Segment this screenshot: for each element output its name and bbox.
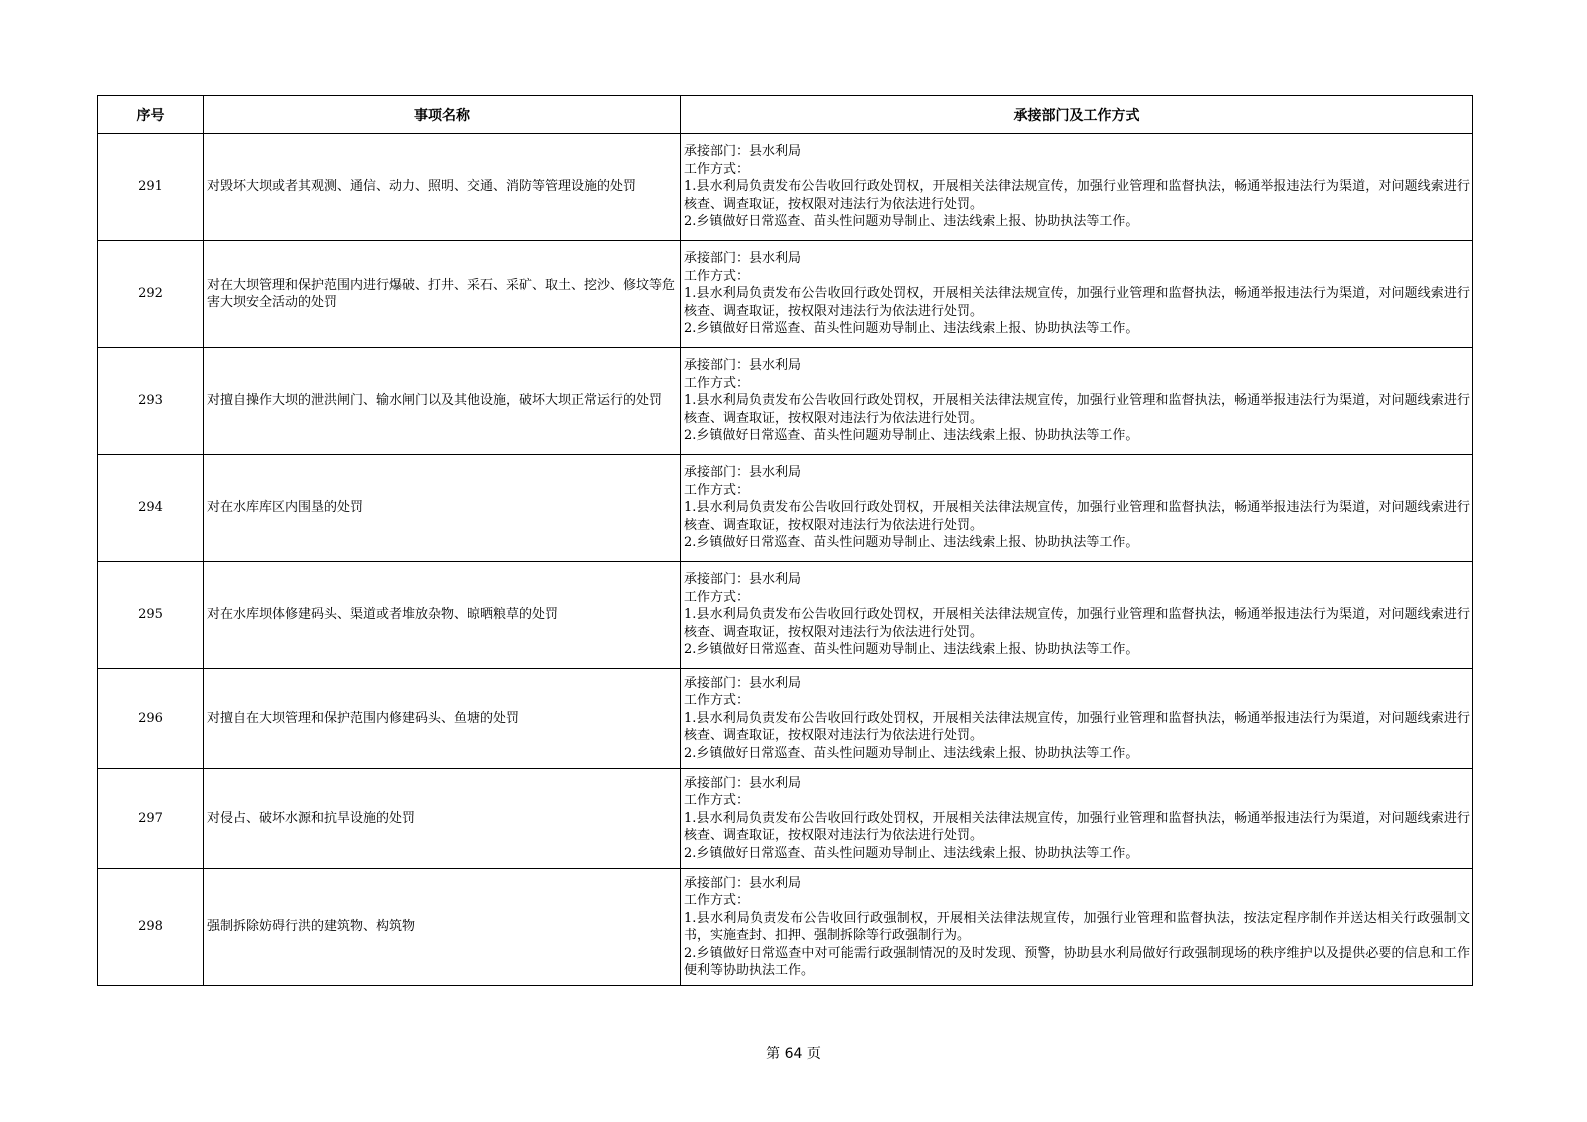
work-method-step-2: 2.乡镇做好日常巡查、苗头性问题劝导制止、违法线索上报、协助执法等工作。 — [684, 321, 1139, 337]
row-serial-number: 291 — [98, 134, 204, 241]
row-matter-name: 对侵占、破坏水源和抗旱设施的处罚 — [204, 769, 681, 869]
table-row — [98, 348, 1473, 455]
table-row — [98, 769, 1473, 869]
row-serial-number: 292 — [98, 241, 204, 348]
table-header-row — [98, 96, 1473, 134]
work-method-step-1: 1.县水利局负责发布公告收回行政强制权，开展相关法律法规宣传，加强行业管理和监督执法，按法定程序制作并送达相关行政强制文书，实施查封、扣押、强制拆除等行政强制行为。 — [684, 910, 1470, 943]
undertaking-department: 承接部门：县水利局 — [684, 875, 802, 891]
row-serial-number: 297 — [98, 769, 204, 869]
undertaking-department: 承接部门：县水利局 — [684, 251, 802, 267]
table-row — [98, 562, 1473, 669]
work-method-step-2: 2.乡镇做好日常巡查、苗头性问题劝导制止、违法线索上报、协助执法等工作。 — [684, 745, 1139, 761]
matters-table — [97, 95, 1473, 986]
undertaking-department: 承接部门：县水利局 — [684, 358, 802, 374]
undertaking-department: 承接部门：县水利局 — [684, 144, 802, 160]
undertaking-department: 承接部门：县水利局 — [684, 465, 802, 481]
work-method-step-1: 1.县水利局负责发布公告收回行政处罚权，开展相关法律法规宣传，加强行业管理和监督执法，畅通举报违法行为渠道，对问题线索进行核查、调查取证，按权限对违法行为依法进行处罚。 — [684, 179, 1470, 212]
work-method-step-2: 2.乡镇做好日常巡查中对可能需行政强制情况的及时发现、预警，协助县水利局做好行政强制现场的秩序维护以及提供必要的信息和工作便利等协助执法工作。 — [684, 945, 1470, 978]
work-method-step-2: 2.乡镇做好日常巡查、苗头性问题劝导制止、违法线索上报、协助执法等工作。 — [684, 535, 1139, 551]
work-method-label: 工作方式： — [684, 793, 750, 809]
work-method-step-2: 2.乡镇做好日常巡查、苗头性问题劝导制止、违法线索上报、协助执法等工作。 — [684, 642, 1139, 658]
table-row — [98, 869, 1473, 986]
table-row — [98, 134, 1473, 241]
row-serial-number: 298 — [98, 869, 204, 986]
row-matter-name: 对毁坏大坝或者其观测、通信、动力、照明、交通、消防等管理设施的处罚 — [204, 134, 681, 241]
row-department-and-method — [681, 241, 1473, 348]
work-method-label: 工作方式： — [684, 375, 750, 391]
header-matter-name: 事项名称 — [204, 96, 681, 134]
work-method-label: 工作方式： — [684, 161, 750, 177]
row-department-and-method — [681, 869, 1473, 986]
work-method-label: 工作方式： — [684, 589, 750, 605]
work-method-label: 工作方式： — [684, 268, 750, 284]
work-method-label: 工作方式： — [684, 482, 750, 498]
row-department-and-method — [681, 769, 1473, 869]
undertaking-department: 承接部门：县水利局 — [684, 675, 802, 691]
row-department-and-method — [681, 562, 1473, 669]
work-method-step-2: 2.乡镇做好日常巡查、苗头性问题劝导制止、违法线索上报、协助执法等工作。 — [684, 428, 1139, 444]
work-method-label: 工作方式： — [684, 693, 750, 709]
table-row — [98, 241, 1473, 348]
row-department-and-method — [681, 134, 1473, 241]
undertaking-department: 承接部门：县水利局 — [684, 775, 802, 791]
work-method-step-2: 2.乡镇做好日常巡查、苗头性问题劝导制止、违法线索上报、协助执法等工作。 — [684, 214, 1139, 230]
table-row — [98, 669, 1473, 769]
row-matter-name: 对在水库库区内围垦的处罚 — [204, 455, 681, 562]
header-department-and-method: 承接部门及工作方式 — [681, 96, 1473, 134]
work-method-step-1: 1.县水利局负责发布公告收回行政处罚权，开展相关法律法规宣传，加强行业管理和监督执法，畅通举报违法行为渠道，对问题线索进行核查、调查取证，按权限对违法行为依法进行处罚。 — [684, 607, 1470, 640]
row-serial-number: 294 — [98, 455, 204, 562]
row-matter-name: 对在水库坝体修建码头、渠道或者堆放杂物、晾晒粮草的处罚 — [204, 562, 681, 669]
page-number: 第 64 页 — [766, 1046, 821, 1062]
row-department-and-method — [681, 348, 1473, 455]
work-method-step-1: 1.县水利局负责发布公告收回行政处罚权，开展相关法律法规宣传，加强行业管理和监督执法，畅通举报违法行为渠道，对问题线索进行核查、调查取证，按权限对违法行为依法进行处罚。 — [684, 710, 1470, 744]
row-matter-name: 对在大坝管理和保护范围内进行爆破、打井、采石、采矿、取土、挖沙、修坟等危害大坝安全活动的处罚 — [204, 241, 681, 348]
row-department-and-method — [681, 455, 1473, 562]
table-row — [98, 455, 1473, 562]
header-serial-number: 序号 — [98, 96, 204, 134]
work-method-step-1: 1.县水利局负责发布公告收回行政处罚权，开展相关法律法规宣传，加强行业管理和监督执法，畅通举报违法行为渠道，对问题线索进行核查、调查取证，按权限对违法行为依法进行处罚。 — [684, 393, 1470, 426]
row-serial-number: 296 — [98, 669, 204, 769]
row-matter-name: 对擅自操作大坝的泄洪闸门、输水闸门以及其他设施，破坏大坝正常运行的处罚 — [204, 348, 681, 455]
row-serial-number: 295 — [98, 562, 204, 669]
undertaking-department: 承接部门：县水利局 — [684, 572, 802, 588]
row-matter-name: 对擅自在大坝管理和保护范围内修建码头、鱼塘的处罚 — [204, 669, 681, 769]
work-method-step-1: 1.县水利局负责发布公告收回行政处罚权，开展相关法律法规宣传，加强行业管理和监督执法，畅通举报违法行为渠道，对问题线索进行核查、调查取证，按权限对违法行为依法进行处罚。 — [684, 810, 1470, 844]
work-method-step-1: 1.县水利局负责发布公告收回行政处罚权，开展相关法律法规宣传，加强行业管理和监督执法，畅通举报违法行为渠道，对问题线索进行核查、调查取证，按权限对违法行为依法进行处罚。 — [684, 500, 1470, 533]
work-method-step-1: 1.县水利局负责发布公告收回行政处罚权，开展相关法律法规宣传，加强行业管理和监督执法，畅通举报违法行为渠道，对问题线索进行核查、调查取证，按权限对违法行为依法进行处罚。 — [684, 286, 1470, 319]
row-matter-name: 强制拆除妨碍行洪的建筑物、构筑物 — [204, 869, 681, 986]
row-department-and-method — [681, 669, 1473, 769]
work-method-label: 工作方式： — [684, 893, 750, 908]
row-serial-number: 293 — [98, 348, 204, 455]
work-method-step-2: 2.乡镇做好日常巡查、苗头性问题劝导制止、违法线索上报、协助执法等工作。 — [684, 845, 1139, 861]
